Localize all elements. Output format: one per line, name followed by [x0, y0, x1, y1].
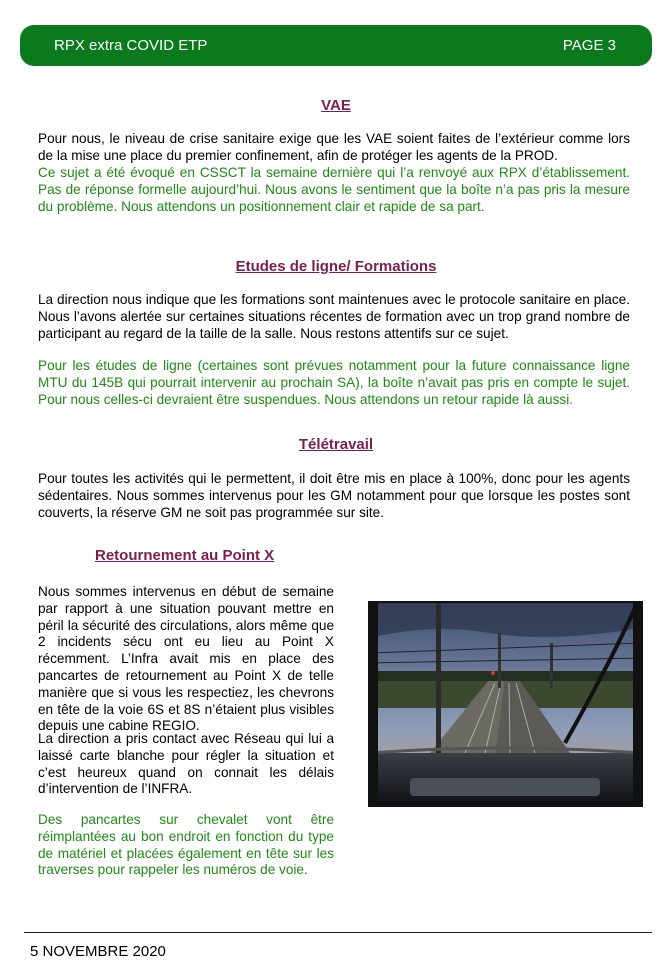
page-number: PAGE 3	[562, 37, 616, 54]
train-cab-photo	[368, 601, 643, 807]
vae-paragraph-2: Ce sujet a été évoqué en CSSCT la semaine dernière qui l’a renvoyé aux RPX d’établissement. Pas de réponse formelle aujourd’hui. Nous avons le sentiment que la boîte n’a pas pris la mesure du problème. Nous attendons un positionnement clair et rapide de sa part.	[38, 165, 630, 214]
section-title-teletravail: Télétravail	[298, 436, 374, 453]
vae-paragraph-1: Pour nous, le niveau de crise sanitaire exige que les VAE soient faites de l’extérieur comme lors de la mise une place du premier confinement, afin de protéger les agents de la PROD.	[38, 131, 630, 163]
teletravail-paragraph: Pour toutes les activités qui le permettent, il doit être mis en place à 100%, donc pour les agents sédentaires. Nous sommes intervenus pour les GM notamment pour que lorsque les postes sont couverts, la réserve GM ne soit pas programmée sur site.	[38, 471, 630, 520]
retournement-paragraph-1: Nous sommes intervenus en début de semaine par rapport à une situation pouvant mettre en péril la sécurité des circulations, alors même que 2 incidents sécu ont eu lieu au Point X récemment. L’Infra avait mis en place des pancartes de retournement au Point X de telle manière que si vous les respectiez, les chevrons en tête de la voie 6S et 8S n’étaient plus visibles depuis une cabine REGIO.	[38, 584, 334, 734]
etudes-paragraph-2: Pour les études de ligne (certaines sont prévues notamment pour la future connaissance ligne MTU du 145B qui pourrait intervenir au prochain SA), la boîte n’avait pas pris en compte le sujet. Pour nous celles-ci devraient être suspendues. Nous attendons un retour rapide là aussi.	[38, 358, 630, 407]
page-header	[20, 25, 652, 66]
section-title-retournement: Retournement au Point X	[95, 547, 275, 564]
retournement-paragraph-3: Des pancartes sur chevalet vont être réimplantées au bon endroit en fonction du type de matériel et placées également en tête sur les traverses pour rappeler les numéros de voie.	[38, 812, 334, 878]
retournement-paragraph-2: La direction a pris contact avec Réseau qui lui a laissé carte blanche pour régler la situation et c’est heureux quand on connait les délais d’intervention de l’INFRA.	[38, 731, 334, 797]
section-title-vae: VAE	[321, 97, 351, 114]
train-cab-illustration	[370, 603, 641, 805]
footer-divider	[24, 932, 652, 933]
header-title: RPX extra COVID ETP	[54, 37, 208, 54]
section-title-etudes: Etudes de ligne/ Formations	[235, 258, 437, 275]
footer-date: 5 NOVEMBRE 2020	[30, 943, 166, 960]
etudes-paragraph-1: La direction nous indique que les formations sont maintenues avec le protocole sanitaire en place. Nous l’avons alertée sur certaines situations récentes de formation avec un trop grand nombre de participant au regard de la taille de la salle. Nous restons attentifs sur ce sujet.	[38, 292, 630, 341]
